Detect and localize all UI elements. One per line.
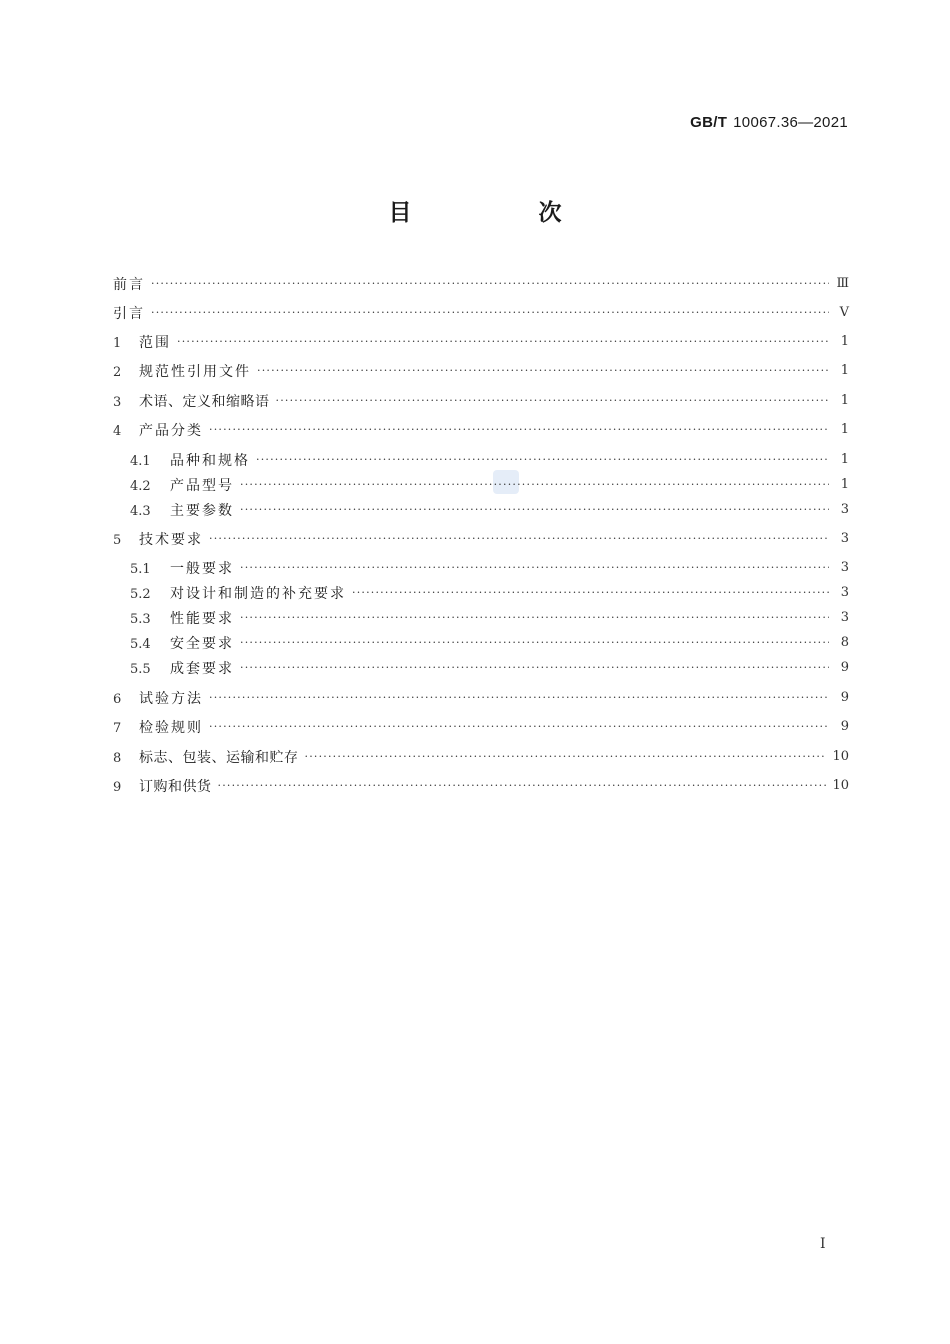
toc-entry-label: 技术要求 <box>139 531 203 548</box>
toc-entry[interactable] <box>113 744 849 769</box>
toc-entry-page: 9 <box>840 690 849 705</box>
toc-entry-label: 性能要求 <box>170 610 234 627</box>
toc-entry-label: 引言 <box>113 305 145 322</box>
dot-leader <box>209 714 829 739</box>
toc-entry-page: 3 <box>840 585 849 600</box>
toc-entry-label: 术语、定义和缩略语 <box>139 393 270 410</box>
toc-entry-label: 产品分类 <box>139 422 203 439</box>
toc-entry-page: Ⅴ <box>839 305 849 320</box>
toc-entry-page: 1 <box>840 452 849 467</box>
dot-leader <box>305 744 827 769</box>
dot-leader <box>240 605 829 630</box>
dot-leader <box>352 580 829 605</box>
toc-entry-number: 5 <box>113 532 122 548</box>
toc-entry-page: 1 <box>840 334 849 349</box>
toc-entry-label: 品种和规格 <box>170 452 250 469</box>
toc-subentry[interactable] <box>113 630 849 655</box>
toc-entry-label: 订购和供货 <box>139 778 212 795</box>
toc-entry[interactable] <box>113 417 849 442</box>
toc-entry-number: 4.2 <box>130 478 151 494</box>
toc-entry-number: 3 <box>113 394 122 410</box>
toc-entry-page: 8 <box>840 635 849 650</box>
dot-leader <box>177 329 829 354</box>
toc-entry-label: 范围 <box>139 334 171 351</box>
toc-entry-page: 9 <box>840 719 849 734</box>
toc-entry-label: 检验规则 <box>139 719 203 736</box>
toc-entry-number: 7 <box>113 720 122 736</box>
toc-entry-label: 规范性引用文件 <box>139 363 251 380</box>
toc-entry-label: 产品型号 <box>170 477 234 494</box>
toc-entry-label: 对设计和制造的补充要求 <box>170 585 346 602</box>
toc-entry-label: 安全要求 <box>170 635 234 652</box>
dot-leader <box>151 300 829 325</box>
toc-entry-page: 1 <box>840 393 849 408</box>
toc-entry-number: 9 <box>113 779 122 795</box>
dot-leader <box>209 526 829 551</box>
page-number: I <box>820 1236 826 1252</box>
toc-entry[interactable] <box>113 773 849 798</box>
toc-subentry[interactable] <box>113 497 849 522</box>
dot-leader <box>218 773 827 798</box>
toc-entry-number: 5.1 <box>130 561 151 577</box>
toc-entry[interactable] <box>113 300 849 325</box>
toc-entry-page: 10 <box>832 778 849 793</box>
toc-entry-page: 9 <box>840 660 849 675</box>
dot-leader <box>276 388 830 413</box>
dot-leader <box>240 655 829 680</box>
toc-entry-label: 试验方法 <box>139 690 203 707</box>
toc-entry-label: 标志、包装、运输和贮存 <box>139 749 299 766</box>
toc-entry-page: Ⅲ <box>836 276 849 291</box>
toc-entry-label: 一般要求 <box>170 560 234 577</box>
toc-entry-page: 3 <box>840 610 849 625</box>
toc-entry-number: 5.4 <box>130 636 151 652</box>
toc-entry-page: 3 <box>840 502 849 517</box>
dot-leader <box>240 497 829 522</box>
toc-entry-label: 成套要求 <box>170 660 234 677</box>
dot-leader <box>240 555 829 580</box>
toc-entry[interactable] <box>113 358 849 383</box>
dot-leader <box>151 271 829 296</box>
toc-subentry[interactable] <box>113 555 849 580</box>
toc-subentry[interactable] <box>113 605 849 630</box>
standard-prefix: GB/T <box>690 114 728 131</box>
toc-entry[interactable] <box>113 685 849 710</box>
dot-leader <box>240 472 829 497</box>
toc-entry-page: 1 <box>840 477 849 492</box>
toc-entry-number: 4.3 <box>130 503 151 519</box>
toc-entry[interactable] <box>113 714 849 739</box>
toc-entry-number: 2 <box>113 364 122 380</box>
toc-entry[interactable] <box>113 388 849 413</box>
toc-subentry[interactable] <box>113 580 849 605</box>
toc-entry-number: 4 <box>113 423 122 439</box>
toc-entry-label: 前言 <box>113 276 145 293</box>
toc-entry-number: 1 <box>113 335 122 351</box>
toc-entry-number: 4.1 <box>130 453 151 469</box>
standard-code: 10067.36—2021 <box>733 114 848 131</box>
toc-entry-number: 6 <box>113 691 122 707</box>
standard-number-header <box>690 114 848 131</box>
dot-leader <box>209 685 829 710</box>
dot-leader <box>256 447 829 472</box>
dot-leader <box>209 417 829 442</box>
toc-entry[interactable] <box>113 271 849 296</box>
toc-entry-page: 1 <box>840 363 849 378</box>
toc-entry-page: 3 <box>840 531 849 546</box>
dot-leader <box>257 358 829 383</box>
toc-entry[interactable] <box>113 329 849 354</box>
toc-entry-number: 5.2 <box>130 586 151 602</box>
toc-entry[interactable] <box>113 526 849 551</box>
page-title: 目 次 <box>388 200 614 226</box>
toc-entry-number: 5.3 <box>130 611 151 627</box>
toc-subentry[interactable] <box>113 472 849 497</box>
toc-entry-label: 主要参数 <box>170 502 234 519</box>
toc-entry-number: 8 <box>113 750 122 766</box>
toc-subentry[interactable] <box>113 447 849 472</box>
toc-entry-page: 1 <box>840 422 849 437</box>
toc-entry-number: 5.5 <box>130 661 151 677</box>
toc-subentry[interactable] <box>113 655 849 680</box>
toc-entry-page: 10 <box>832 749 849 764</box>
toc-entry-page: 3 <box>840 560 849 575</box>
dot-leader <box>240 630 829 655</box>
